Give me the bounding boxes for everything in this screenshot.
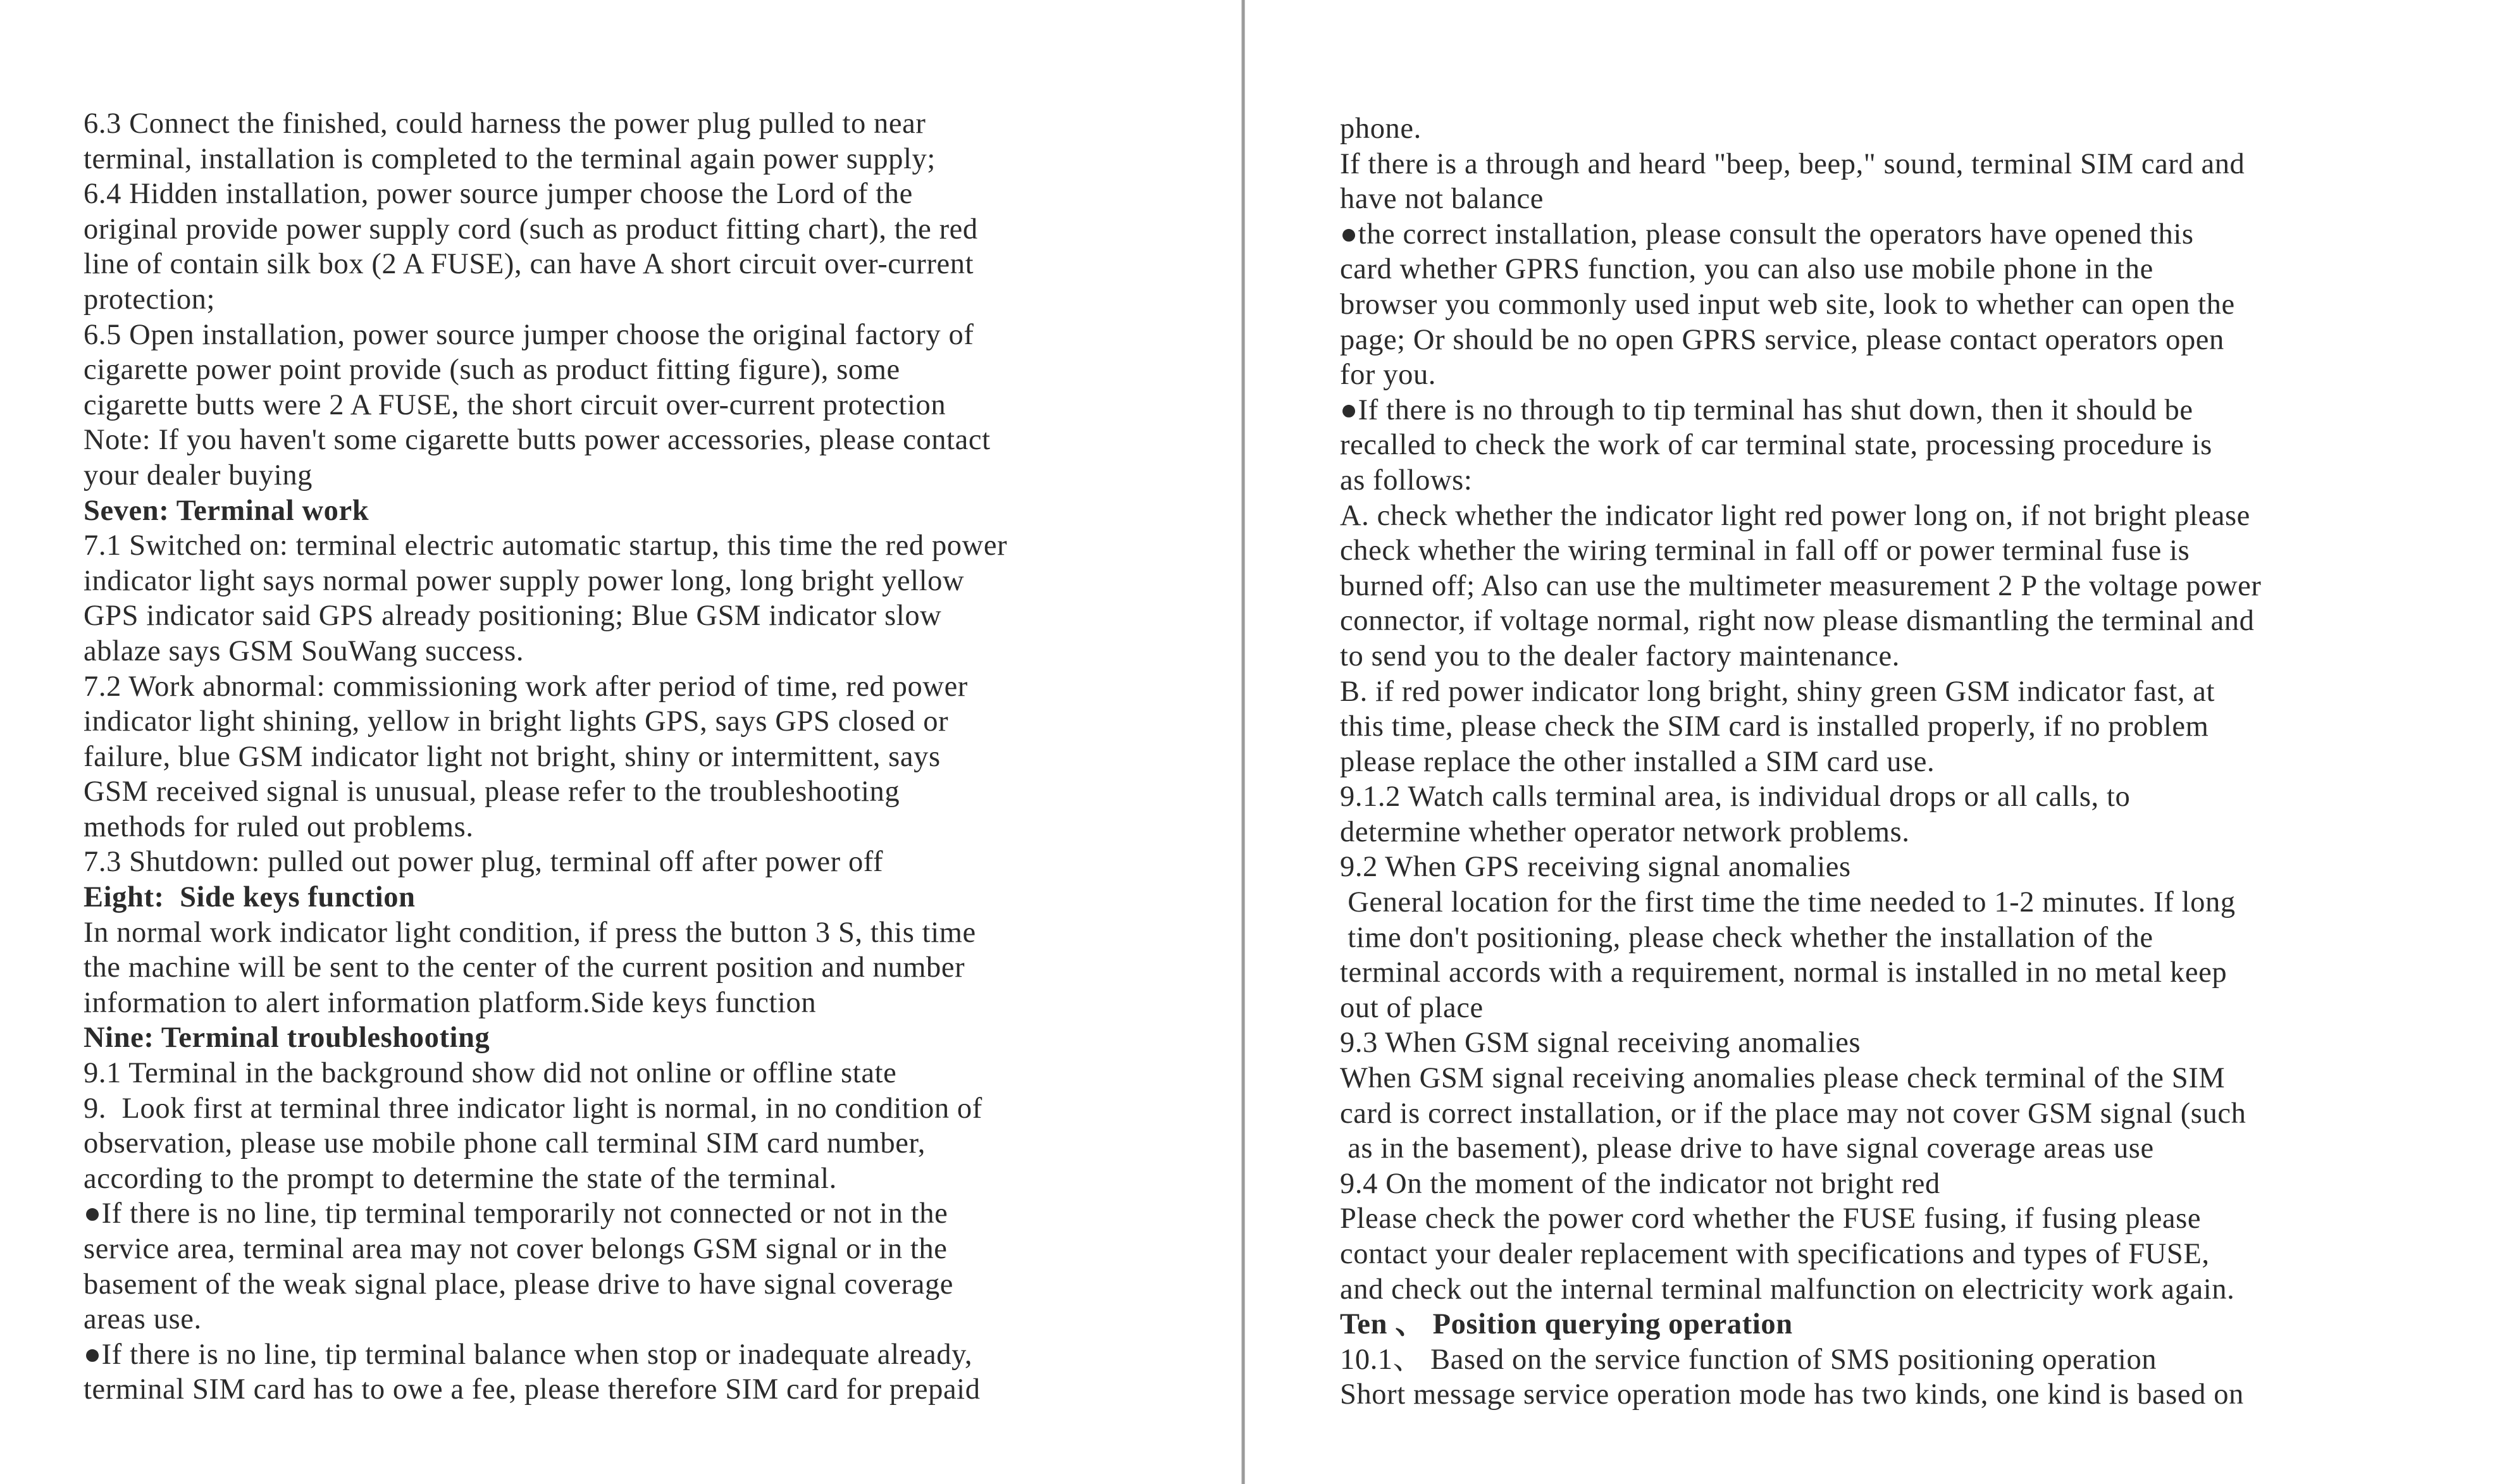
text-line: as follows: <box>1340 464 1473 497</box>
text-line: failure, blue GSM indicator light not bright, shiny or intermittent, says <box>84 740 941 773</box>
left-text-column <box>84 106 1007 1407</box>
text-line: B. if red power indicator long bright, shiny green GSM indicator fast, at <box>1340 675 2215 708</box>
text-line: line of contain silk box (2 A FUSE), can have A short circuit over-current <box>84 248 974 281</box>
text-line: Note: If you haven't some cigarette butts power accessories, please contact <box>84 424 991 457</box>
text-line: protection; <box>84 283 216 316</box>
right-page <box>1256 0 2497 1484</box>
text-line: When GSM signal receiving anomalies please check terminal of the SIM <box>1340 1062 2226 1095</box>
text-line: 7.3 Shutdown: pulled out power plug, terminal off after power off <box>84 846 884 879</box>
text-line: 6.4 Hidden installation, power source jumper choose the Lord of the <box>84 178 913 211</box>
text-line: phone. <box>1340 113 1422 145</box>
text-line: 10.1、 Based on the service function of SMS positioning operation <box>1340 1343 2157 1376</box>
text-line: 9. Look first at terminal three indicator light is normal, in no condition of <box>84 1092 982 1125</box>
text-line: service area, terminal area may not cover belongs GSM signal or in the <box>84 1233 948 1265</box>
text-line: ●If there is no line, tip terminal temporarily not connected or not in the <box>84 1197 948 1230</box>
text-line: connector, if voltage normal, right now please dismantling the terminal and <box>1340 605 2255 638</box>
text-line: 9.3 When GSM signal receiving anomalies <box>1340 1027 1861 1060</box>
text-line: recalled to check the work of car terminal state, processing procedure is <box>1340 429 2212 462</box>
text-line: 6.3 Connect the finished, could harness the power plug pulled to near <box>84 108 926 140</box>
text-line: terminal SIM card has to owe a fee, please therefore SIM card for prepaid <box>84 1373 981 1406</box>
text-line: this time, please check the SIM card is installed properly, if no problem <box>1340 710 2209 743</box>
right-text-column <box>1340 111 2262 1413</box>
text-line: GPS indicator said GPS already positioning; Blue GSM indicator slow <box>84 600 942 633</box>
text-line: ●If there is no line, tip terminal balance when stop or inadequate already, <box>84 1338 973 1371</box>
text-line: terminal, installation is completed to the terminal again power supply; <box>84 142 936 175</box>
text-line: GSM received signal is unusual, please refer to the troubleshooting <box>84 776 900 808</box>
text-line: ●the correct installation, please consult the operators have opened this <box>1340 218 2194 250</box>
text-line: Please check the power cord whether the FUSE fusing, if fusing please <box>1340 1203 2202 1235</box>
text-line: burned off; Also can use the multimeter measurement 2 P the voltage power <box>1340 569 2262 602</box>
text-line: 7.2 Work abnormal: commissioning work after period of time, red power <box>84 670 968 703</box>
page-gutter <box>1241 0 1245 1484</box>
text-line: page; Or should be no open GPRS service, please contact operators open <box>1340 323 2224 356</box>
text-line: the machine will be sent to the center of the current position and number <box>84 951 965 984</box>
text-line: indicator light shining, yellow in bright lights GPS, says GPS closed or <box>84 705 949 738</box>
text-line: indicator light says normal power supply power long, long bright yellow <box>84 564 965 597</box>
text-line: In normal work indicator light condition, if press the button 3 S, this time <box>84 916 976 949</box>
section-heading: Nine: Terminal troubleshooting <box>84 1022 490 1054</box>
left-page <box>0 0 1240 1484</box>
text-line: please replace the other installed a SIM card use. <box>1340 745 1935 778</box>
text-line: browser you commonly used input web site, look to whether can open the <box>1340 288 2235 321</box>
text-line: card whether GPRS function, you can also use mobile phone in the <box>1340 253 2153 286</box>
section-heading: Eight: Side keys function <box>84 881 416 914</box>
text-line: out of place <box>1340 991 1484 1024</box>
text-line: 9.1.2 Watch calls terminal area, is individual drops or all calls, to <box>1340 781 2131 813</box>
text-line: determine whether operator network problems. <box>1340 815 1910 848</box>
section-heading: Ten 、 Position querying operation <box>1340 1308 1793 1341</box>
text-line: 9.2 When GPS receiving signal anomalies <box>1340 851 1851 884</box>
text-line: areas use. <box>84 1303 202 1336</box>
text-line: as in the basement), please drive to have signal coverage areas use <box>1340 1132 2154 1165</box>
text-line: 6.5 Open installation, power source jumper choose the original factory of <box>84 318 974 351</box>
text-line: have not balance <box>1340 183 1544 216</box>
text-line: basement of the weak signal place, please drive to have signal coverage <box>84 1268 954 1301</box>
text-line: If there is a through and heard "beep, beep," sound, terminal SIM card and <box>1340 147 2245 180</box>
text-line: A. check whether the indicator light red power long on, if not bright please <box>1340 499 2250 532</box>
text-line: according to the prompt to determine the state of the terminal. <box>84 1162 837 1195</box>
text-line: terminal accords with a requirement, normal is installed in no metal keep <box>1340 956 2227 989</box>
text-line: and check out the internal terminal malfunction on electricity work again. <box>1340 1273 2235 1306</box>
text-line: card is correct installation, or if the place may not cover GSM signal (such <box>1340 1097 2246 1130</box>
text-line: your dealer buying <box>84 459 313 492</box>
text-line: cigarette power point provide (such as product fitting figure), some <box>84 354 900 386</box>
text-line: cigarette butts were 2 A FUSE, the short circuit over-current protection <box>84 388 946 421</box>
text-line: original provide power supply cord (such as product fitting chart), the red <box>84 213 978 245</box>
section-heading: Seven: Terminal work <box>84 494 369 527</box>
text-line: for you. <box>1340 359 1437 392</box>
text-line: observation, please use mobile phone call terminal SIM card number, <box>84 1127 926 1160</box>
text-line: ●If there is no through to tip terminal has shut down, then it should be <box>1340 393 2193 426</box>
text-line: methods for ruled out problems. <box>84 810 474 843</box>
text-line: 9.4 On the moment of the indicator not bright red <box>1340 1167 1940 1200</box>
text-line: check whether the wiring terminal in fall off or power terminal fuse is <box>1340 535 2190 567</box>
text-line: contact your dealer replacement with specifications and types of FUSE, <box>1340 1238 2210 1270</box>
text-line: General location for the first time the time needed to 1-2 minutes. If long <box>1340 886 2236 919</box>
text-line: 9.1 Terminal in the background show did not online or offline state <box>84 1057 897 1090</box>
text-line: information to alert information platform.Side keys function <box>84 986 817 1019</box>
text-line: time don't positioning, please check whether the installation of the <box>1340 921 2153 954</box>
text-line: to send you to the dealer factory maintenance. <box>1340 640 1900 672</box>
text-line: 7.1 Switched on: terminal electric automatic startup, this time the red power <box>84 529 1008 562</box>
text-line: Short message service operation mode has two kinds, one kind is based on <box>1340 1378 2244 1411</box>
text-line: ablaze says GSM SouWang success. <box>84 634 524 667</box>
